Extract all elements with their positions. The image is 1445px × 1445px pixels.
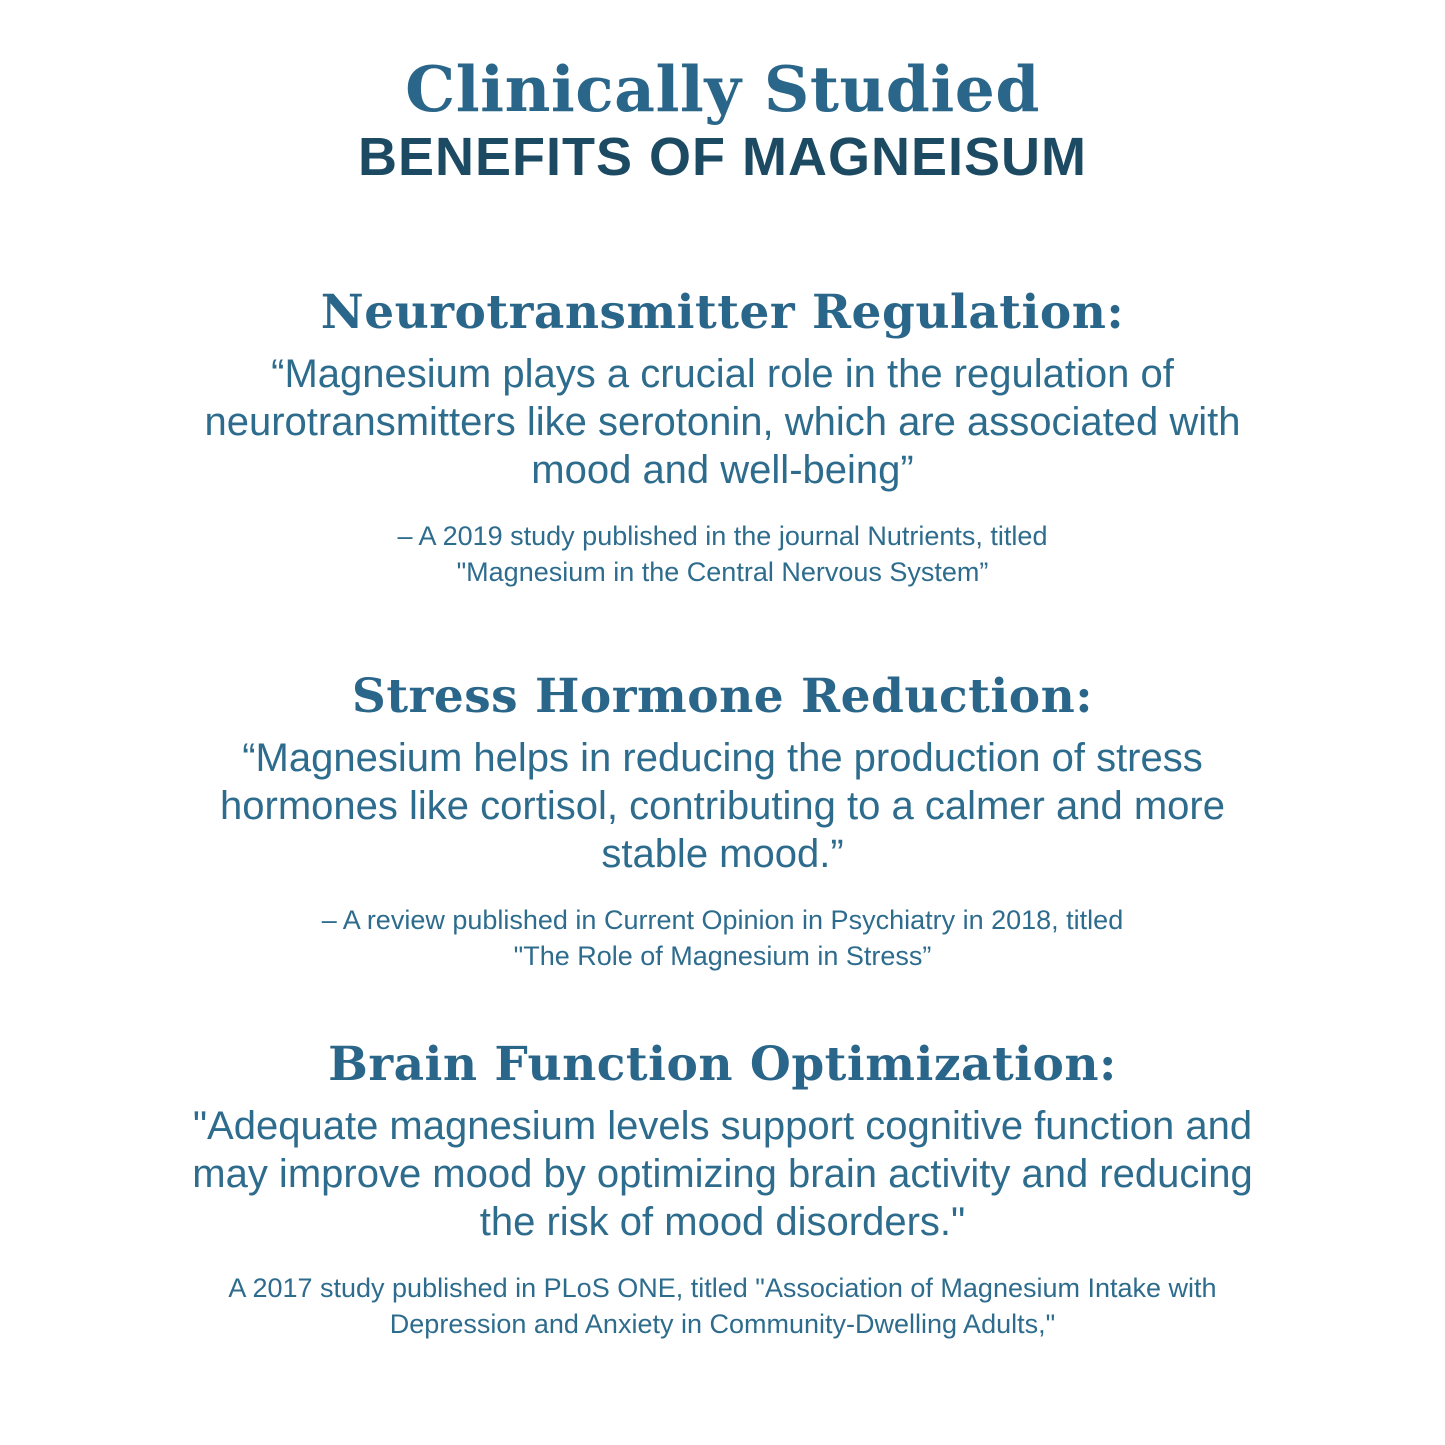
section-stress-hormone-reduction [0, 670, 1445, 974]
quote-line: stable mood.” [601, 832, 844, 877]
quote-line: mood and well-being” [531, 448, 914, 493]
citation-line: A 2017 study published in PLoS ONE, titled "Association of Magnesium Intake with [228, 1273, 1217, 1304]
citation-line: "The Role of Magnesium in Stress” [513, 941, 932, 972]
quote-line: “Magnesium plays a crucial role in the regulation of [271, 352, 1174, 397]
section-brain-function-optimization [0, 1038, 1445, 1342]
masthead [0, 0, 1445, 186]
page-title: Clinically Studied [405, 52, 1040, 126]
section-heading: Neurotransmitter Regulation: [320, 285, 1125, 341]
quote-line: hormones like cortisol, contributing to a calmer and more [220, 784, 1225, 829]
section-quote [0, 734, 1445, 878]
section-quote [0, 1102, 1445, 1246]
citation-line: Depression and Anxiety in Community-Dwelling Adults," [389, 1309, 1056, 1340]
citation-line: "Magnesium in the Central Nervous System” [456, 557, 989, 588]
section-heading: Brain Function Optimization: [328, 1037, 1117, 1093]
quote-line: "Adequate magnesium levels support cognitive function and [192, 1104, 1253, 1149]
section-quote [0, 350, 1445, 494]
section-citation [0, 1270, 1445, 1342]
citation-line: – A review published in Current Opinion in Psychiatry in 2018, titled [321, 905, 1124, 936]
quote-line: may improve mood by optimizing brain activity and reducing [192, 1152, 1253, 1197]
section-heading: Stress Hormone Reduction: [351, 669, 1094, 725]
page-subtitle: BENEFITS OF MAGNEISUM [357, 126, 1087, 187]
quote-line: “Magnesium helps in reducing the production of stress [242, 736, 1203, 781]
section-neurotransmitter-regulation [0, 286, 1445, 590]
quote-line: the risk of mood disorders." [479, 1200, 966, 1245]
section-citation [0, 518, 1445, 590]
citation-line: – A 2019 study published in the journal Nutrients, titled [397, 521, 1048, 552]
quote-line: neurotransmitters like serotonin, which are associated with [204, 400, 1241, 445]
section-citation [0, 902, 1445, 974]
